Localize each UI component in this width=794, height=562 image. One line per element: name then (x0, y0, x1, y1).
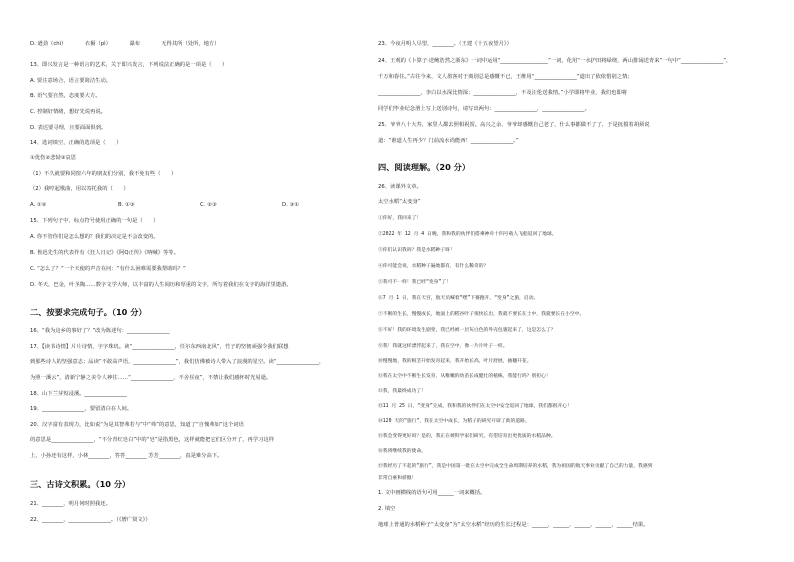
q19-line: 19、________________，要留清白在人间。 (30, 406, 133, 412)
passage-paragraph: ⑥7 月 1 日，我在天宫，航天员喊着“嘿”下赛跑开，“变身”之旅，启动。 (378, 296, 539, 301)
q14-choice-b: B. ①③ (118, 202, 135, 208)
q14-choice-d: D. ③① (282, 202, 299, 208)
q26-intro: 26、读课外文章。 (378, 184, 422, 190)
q14-choice-a: A. ①② (30, 202, 47, 208)
passage-paragraph: ⑰我经历了不起的“旅行”，我是中国第一批在太空中完成全生命周期培养的水稻，我为祖国的航天事业贡献了自己的力量，我感到 (378, 464, 653, 469)
q17-line-3: 为照一溪云”，清新宁静之美令人神往……“________________，不舍昼夜”，不禁让我们感怀时光易逝。 (30, 375, 272, 381)
q21-line: 21、________，明月何时照我还。 (30, 501, 111, 507)
passage-paragraph: ④你可能会说，水稻种子遍地都有，有什么稀奇的？ (378, 264, 489, 269)
passage-paragraph: ⑪我在太空中不断生长发育，从稚嫩的幼苗长成健壮的植株，我能行吗？别担心！ (378, 374, 551, 379)
passage-paragraph: ⑩慢慢地，我的根茎开始发育起来，我开始长高，叶片舒展，抽穗开花。 (378, 359, 532, 364)
passage-paragraph: ②2022 年 12 月 4 日晚，我和我的伙伴们搭乘神舟十四号载人飞船返回了地球。 (378, 232, 557, 237)
q13-option-a: A. 要注意场合，语言要简洁生动。 (30, 78, 112, 84)
q14-stem: 14、选词填空，正确的选项是（ ） (30, 140, 122, 146)
q13-option-b: B. 语气要自然，态度要大方。 (30, 93, 101, 99)
q14-item-1: （1）不久就要和同窗六年的朋友们分别，我不免有些（ ） (30, 171, 177, 177)
q25-line-1: 25、爷爷八十大寿，家里人都去照相祝贺。高兴之余，爷爷却感慨自己老了，什么事都做不了了，于是抚摸着胡须说 (378, 122, 650, 128)
passage-paragraph: ⑤我可不一样！我已经“变身”了！ (378, 280, 451, 285)
q15-option-d: D. 冬天，巴金，叶圣陶……数字文学大师，以丰富的人生阅历和厚重的文字，所写着我们在文字的海洋里遨游。 (30, 282, 292, 288)
q14-item-2: （2）我哼起歌曲，用以寄托我的（ ） (30, 186, 129, 192)
q24-line-3: ________________，李白以水深比情深；________________，不及汪伦送我情。”小学即将毕业，我们也即将 (378, 90, 628, 96)
reading-q2-label: 2. 填空 (378, 506, 396, 512)
q17-line-1: 17、【读书诗情】片片诗情，字字珠玑。读“________________，任尔东西南北风”，竹子的坚韧顽强令我们联想 (30, 344, 289, 350)
passage-paragraph: ⑫我，我最终成功了！ (378, 389, 426, 394)
q20-line-3: 上，小孙还有这样，小林________，答答________ 芳芳________，真是难分高下。 (30, 453, 223, 459)
q12-option-d: D. 遒劲（chì） 衣橱（pì） 瀑布 无得其所（处所，地方） (30, 41, 220, 47)
q23-line: 23、今夜月明人尽望，________。（王建《十五夜望月》） (378, 41, 512, 47)
q15-stem: 15、下列句子中，标点符号使用正确的一句是（ ） (30, 218, 159, 224)
reading-q1: 1. 文中画横线的语句可用______一词来概括。 (378, 490, 486, 496)
passage-paragraph: ⑧不好！我的环境发生剧变，我已经被一层灰白色的外壳包裹起来了，这是怎么了？ (378, 328, 556, 333)
passage-paragraph: 非常自豪和骄傲！ (378, 476, 417, 481)
q17-line-2: 到那些诗人的坚强意志；品读“不敢高声语，________________”，我们仿佛被诗人带入了浪漫的星空。读“________________， (30, 359, 325, 365)
passage-paragraph: ③你们认识我吗？我是水稻种子呀！ (378, 248, 455, 253)
passage-paragraph: ⑯我将继续我的使命。 (378, 449, 426, 454)
q16-line: 16、“我为这乡的事好了？”改为陈述句：________________ (30, 328, 170, 334)
passage-paragraph: ①你好，我回来了！ (378, 216, 422, 221)
q14-choice-c: C. ②③ (200, 202, 217, 208)
q20-line-2: 的意思是________________，“不分青红皂白”中的“皂”是指黑色，这样就能把它们区分开了，再学习这样 (30, 437, 275, 443)
q15-option-a: A. 你不管你们是怎么想的？我们的决定是不会改变的。 (30, 234, 159, 240)
q15-option-b: B. 鲁迅先生的代表作有《狂人日记》《阿Q正传》《呐喊》等等。 (30, 250, 179, 256)
passage-paragraph: ⑦不断的生长，慢慢成长，地面上的稻谷叶子很快长出，我就不要长在土中，我就要长在小空中。 (378, 312, 585, 317)
q13-option-d: D. 表达要寻理，且要面面俱到。 (30, 125, 107, 131)
q13-stem: 13、即兴发言是一种语言的艺术，关于即兴发言，下列说法正确的是一项是（ ） (30, 62, 228, 68)
section2-title: 二、按要求完成句子。（10 分） (30, 307, 147, 317)
section4-title: 四、阅读理解。（20 分） (378, 162, 471, 172)
passage-paragraph: ⑬11 月 25 日，“变身”完成，我和我的伙伴们在太空中安全返回了地球，我们都很开心！ (378, 404, 572, 409)
reading-q2-text: 地球上普通的水稻种子“太变身”为“太空水稻”经历的生长过程是：______，______，______，______，______结果。 (378, 522, 649, 528)
q14-words: ①优伤②悲恸③哀思 (30, 155, 77, 161)
q13-option-c: C. 控制好情绪，想好先说再说。 (30, 109, 106, 115)
passage-paragraph: ⑨我！我就这样漂浮起来了，我在空中，像一片片叶子一样。 (378, 344, 508, 349)
q18-line: 18、山下兰芽短浸溪。________________ (30, 391, 127, 397)
passage-title: 太空水稻“太变身” (378, 199, 421, 205)
passage-paragraph: ⑭120 天的“旅行”，我在太空中成长，为稻子的研究开辟了新的道路。 (378, 419, 530, 424)
q22-line: 22、________，________________。（《增广贤文》） (30, 517, 151, 523)
q24-line-2: 千万和春住。”古往今来，文人墨客对于离别总是感慨不已，王维用“________________”道出了依依惜别之情； (378, 74, 633, 80)
section3-title: 三、古诗文积累。（10 分） (30, 479, 131, 489)
q20-line-1: 20、汉字富有表现力，比如说“为是其智弗若与”中“弗”的意思，知道了“自愧弗如”这个词语 (30, 422, 244, 428)
q15-option-c: C. “怎么了？”一个天使的声音在问：“有什么困难需要我帮助吗？” (30, 266, 186, 272)
passage-paragraph: ⑮我会变得更好吗？是的，我正在被科学家们研究，有望培育出更优质的水稻品种。 (378, 434, 556, 439)
q24-line-1: 24、王观的《卜算子·送鲍浩然之浙东》一词中运用“__________________”一词，化用“一水护田将绿绕，两山排闼送青来”一句中“________________”， (378, 58, 732, 64)
q24-line-4: 同学们毕业纪念册上写上送别诗句，请写出两句：________________，________________。 (378, 106, 590, 112)
q25-line-2: 道：“谁道人生再少？门前流水尚能西！________________。” (378, 138, 519, 144)
